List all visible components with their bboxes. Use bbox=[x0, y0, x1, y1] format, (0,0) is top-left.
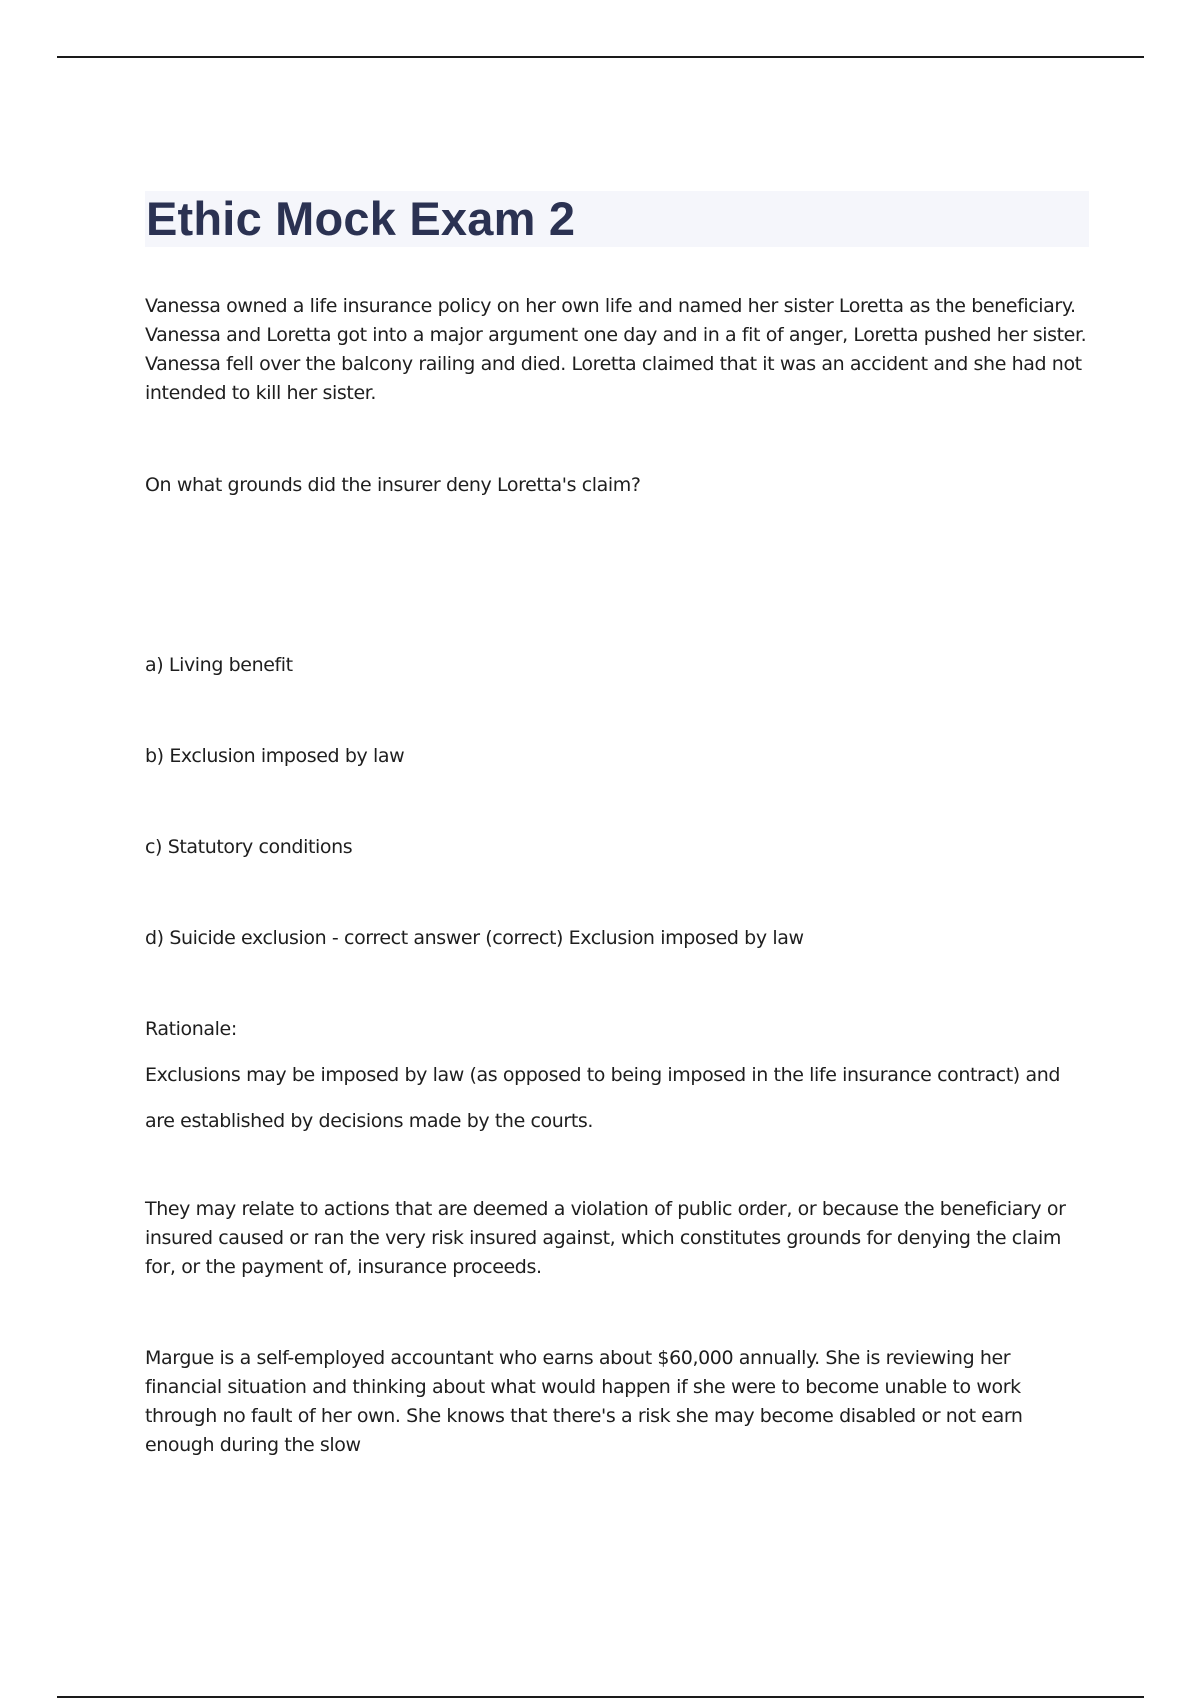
rationale-paragraph-2: They may relate to actions that are deemed a violation of public order, or because the beneficiary or insured caused or ran the very risk insured against, which constitutes grounds for denying the claim for, or the payment of, insurance proceeds. bbox=[145, 1198, 1066, 1278]
question-1-scenario: Vanessa owned a life insurance policy on her own life and named her sister Loretta as the beneficiary. Vanessa and Loretta got into a major argument one day and in a fit of anger, Loretta pushed her sister. Vanessa fell over the balcony railing and died. Loretta claimed that it was an accident and she had not intended to kill her sister. bbox=[145, 295, 1087, 404]
bottom-rule bbox=[57, 1696, 1144, 1698]
rationale-paragraph-1: Exclusions may be imposed by law (as opposed to being imposed in the life insurance contract) and are established by decisions made by the courts. bbox=[145, 1064, 1060, 1132]
top-rule bbox=[57, 56, 1144, 58]
option-b: b) Exclusion imposed by law bbox=[145, 745, 405, 767]
rationale-label: Rationale: bbox=[145, 1018, 237, 1040]
page-title: Ethic Mock Exam 2 bbox=[146, 192, 576, 245]
option-d-with-answer: d) Suicide exclusion - correct answer (correct) Exclusion imposed by law bbox=[145, 927, 804, 949]
option-a: a) Living benefit bbox=[145, 654, 293, 676]
question-1-prompt: On what grounds did the insurer deny Loretta's claim? bbox=[145, 474, 641, 496]
question-2-scenario: Margue is a self-employed accountant who earns about $60,000 annually. She is reviewing her financial situation and thinking about what would happen if she were to become unable to work through no fault of her own. She knows that there's a risk she may become disabled or not earn enough during the slow bbox=[145, 1347, 1023, 1456]
option-c: c) Statutory conditions bbox=[145, 836, 353, 858]
